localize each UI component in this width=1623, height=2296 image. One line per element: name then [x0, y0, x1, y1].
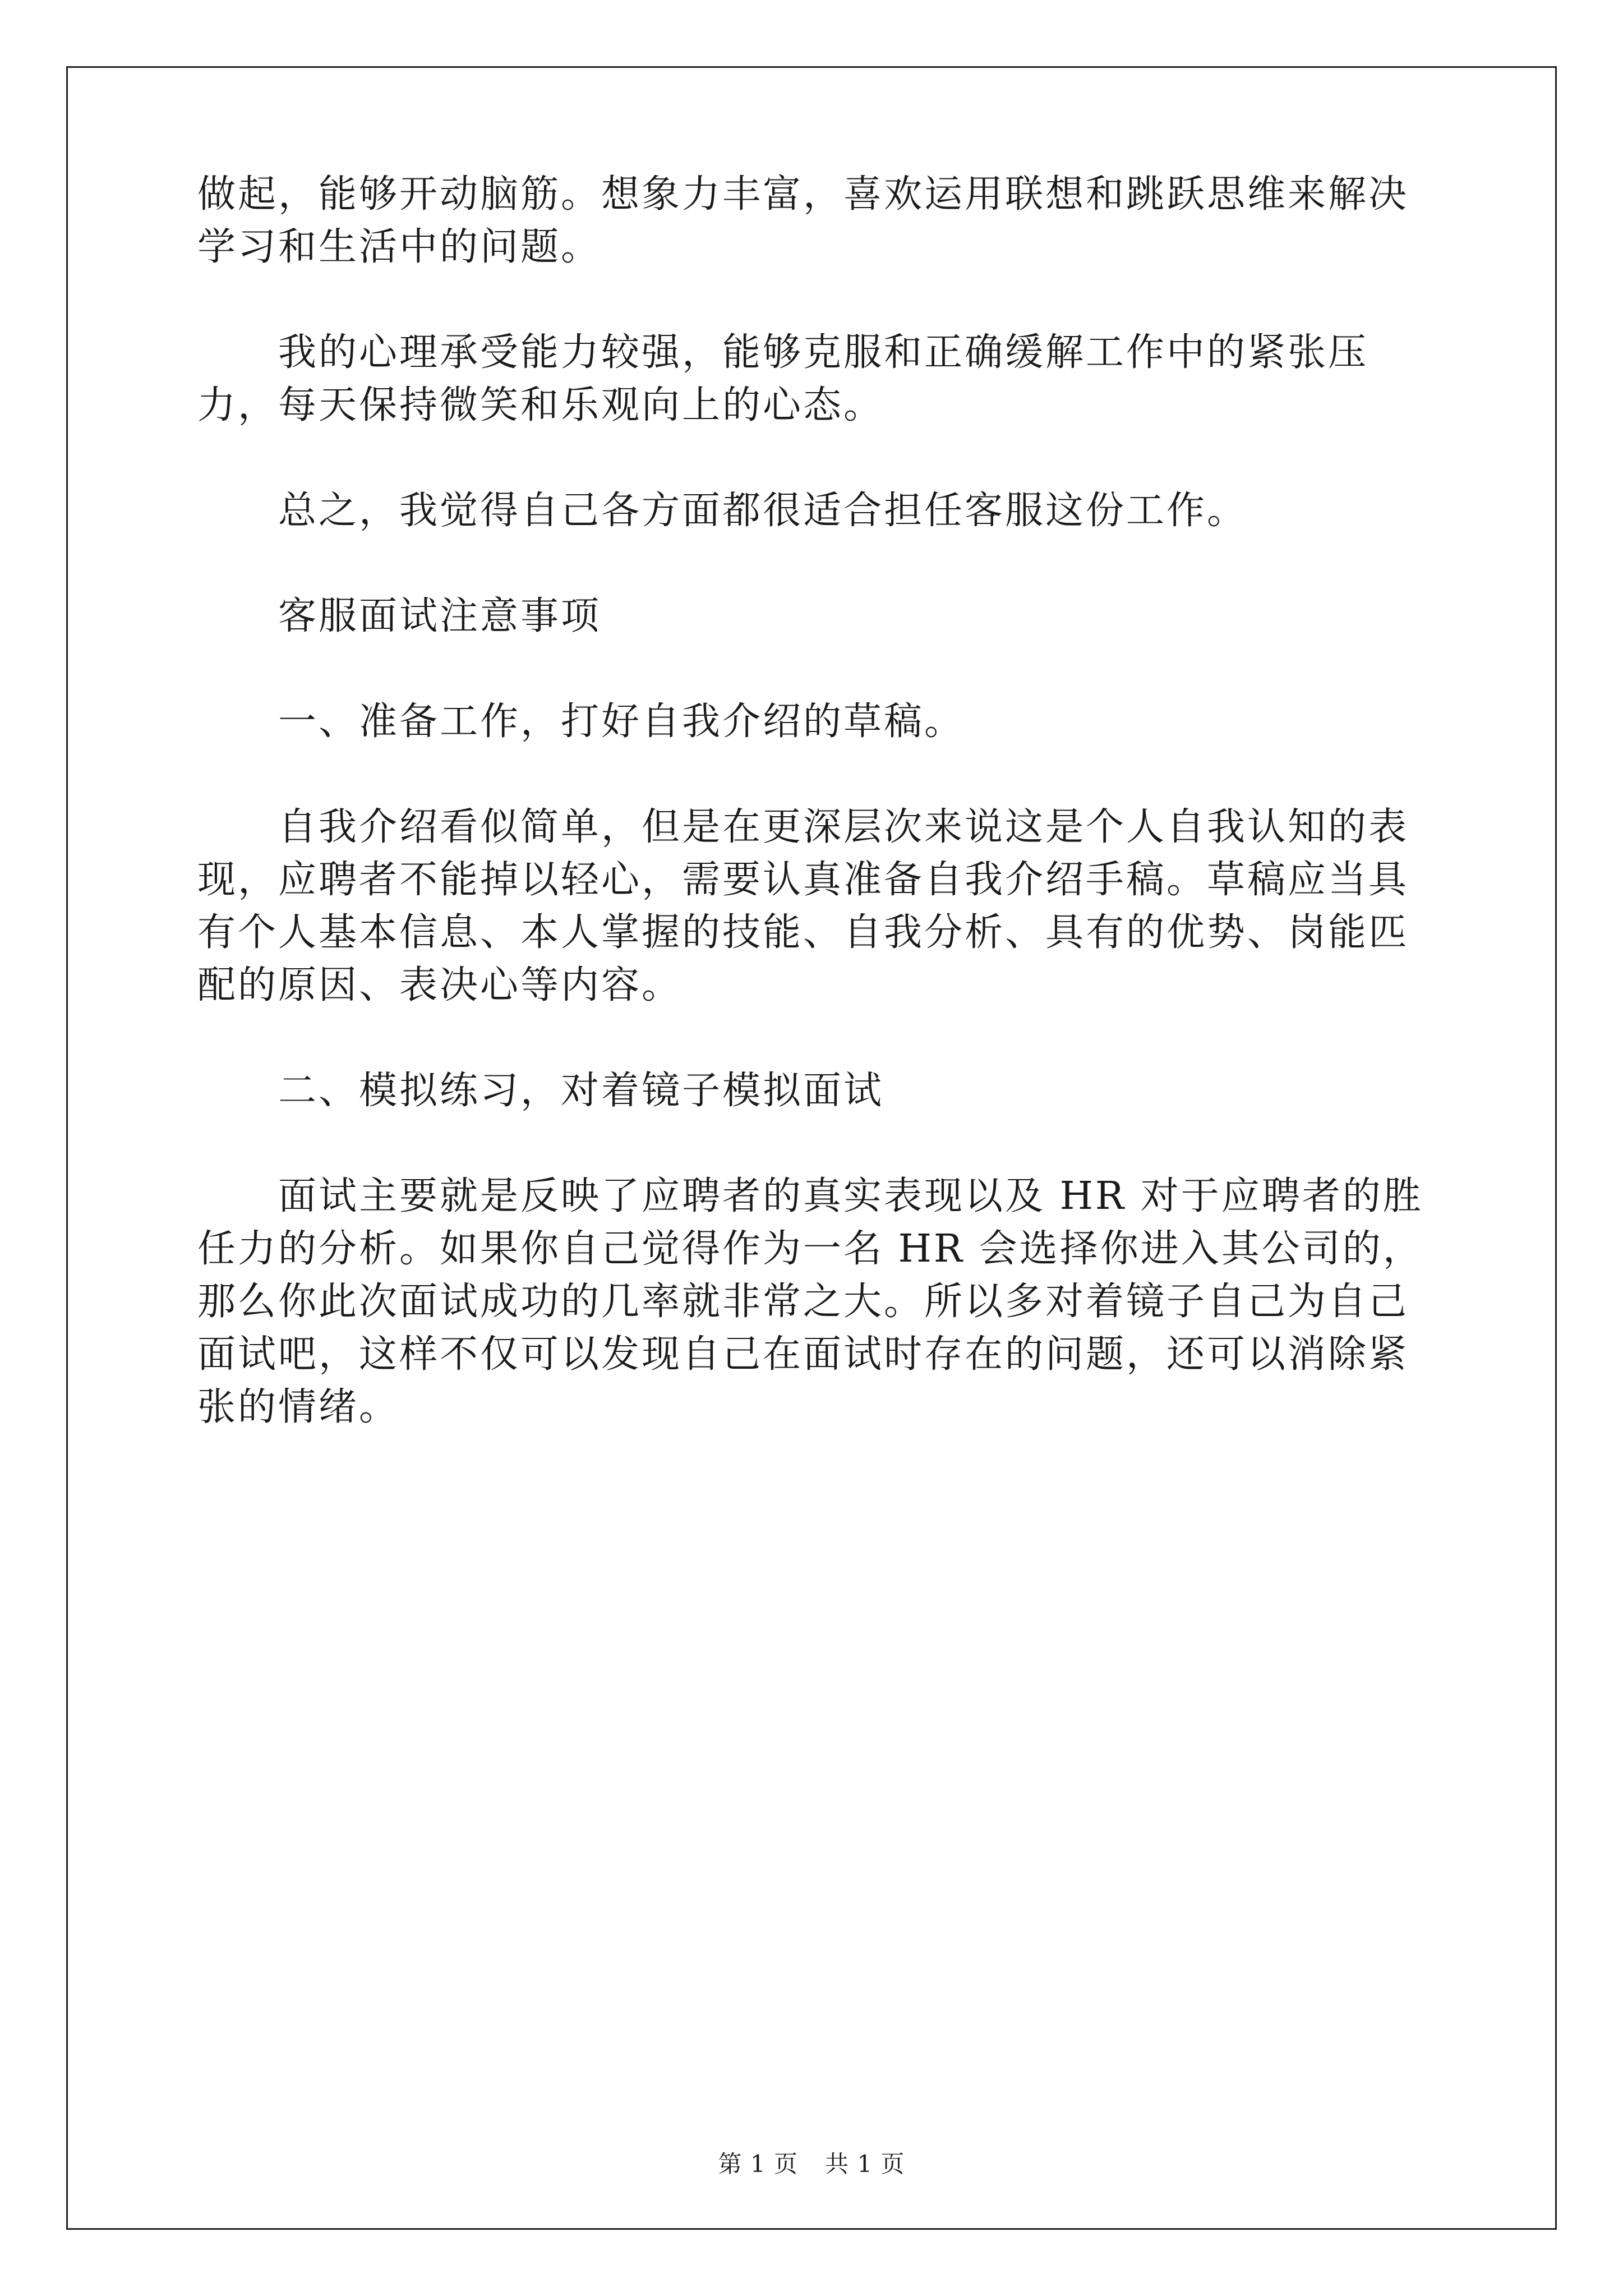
- paragraph: 自我介绍看似简单，但是在更深层次来说这是个人自我认知的表现，应聘者不能掉以轻心，需要认真准备自我介绍手稿。草稿应当具有个人基本信息、本人掌握的技能、自我分析、具有的优势、岗能匹配的原因、表决心等内容。: [197, 805, 1409, 1007]
- page-number: 第 1 页: [718, 2150, 798, 2178]
- page-footer: [0, 2148, 1623, 2180]
- paragraph: 做起，能够开动脑筋。想象力丰富，喜欢运用联想和跳跃思维来解决学习和生活中的问题。: [197, 172, 1409, 269]
- paragraph: 我的心理承受能力较强，能够克服和正确缓解工作中的紧张压力，每天保持微笑和乐观向上的心态。: [197, 330, 1369, 427]
- document-body: [197, 168, 1431, 1434]
- page-total: 共 1 页: [825, 2150, 905, 2178]
- section-heading: 客服面试注意事项: [278, 594, 602, 638]
- paragraph: 面试主要就是反映了应聘者的真实表现以及 HR 对于应聘者的胜任力的分析。如果你自己觉得作为一名 HR 会选择你进入其公司的，那么你此次面试成功的几率就非常之大。所以多对着镜子自己为自己面试吧，这样不仅可以发现自己在面试时存在的问题，还可以消除紧张的情绪。: [197, 1174, 1423, 1429]
- subheading: 二、模拟练习，对着镜子模拟面试: [278, 1069, 884, 1113]
- paragraph: 总之，我觉得自己各方面都很适合担任客服这份工作。: [278, 489, 1248, 533]
- subheading: 一、准备工作，打好自我介绍的草稿。: [278, 700, 965, 744]
